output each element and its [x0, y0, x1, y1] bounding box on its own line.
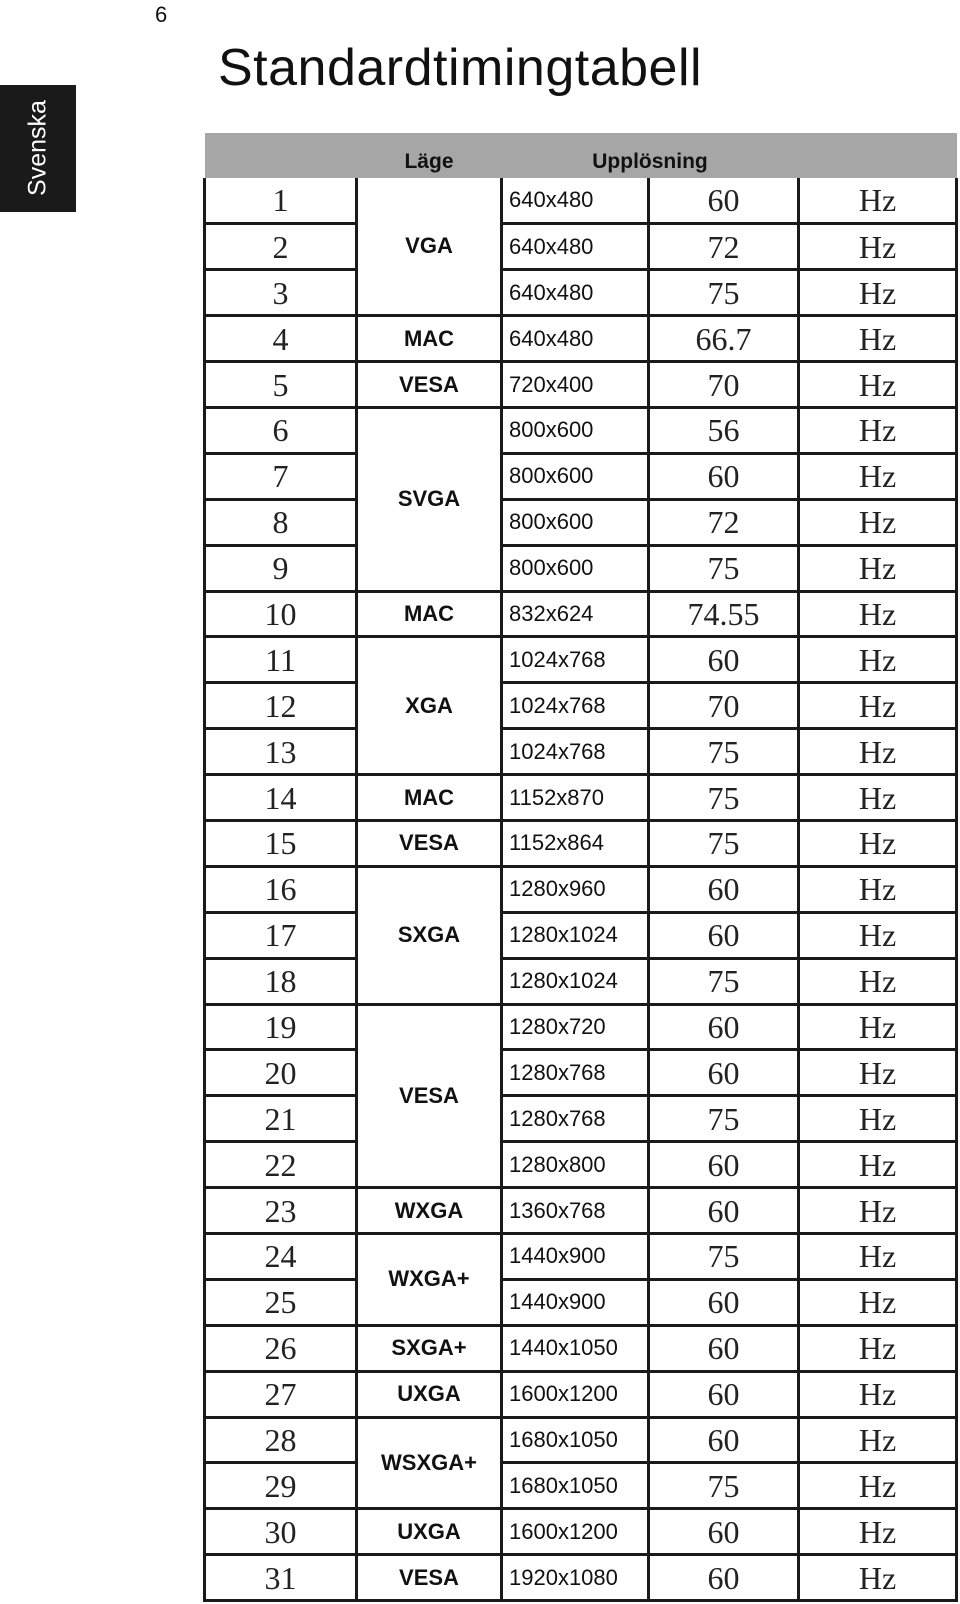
frequency-unit: Hz: [799, 1096, 957, 1142]
table-row: [205, 316, 957, 362]
row-number: 18: [205, 958, 357, 1004]
frequency-value: 60: [649, 912, 799, 958]
resolution-value: 1920x1080: [502, 1555, 649, 1601]
table-row: [205, 1050, 957, 1096]
row-number: 11: [205, 637, 357, 683]
table-row: [205, 1096, 957, 1142]
table-row: [205, 591, 957, 637]
row-number: 20: [205, 1050, 357, 1096]
frequency-value: 70: [649, 362, 799, 408]
mode-label: SXGA: [357, 866, 502, 1004]
timing-table-body: [205, 178, 957, 1601]
resolution-value: 832x624: [502, 591, 649, 637]
frequency-unit: Hz: [799, 1555, 957, 1601]
row-number: 3: [205, 270, 357, 316]
resolution-value: 1024x768: [502, 637, 649, 683]
row-number: 12: [205, 683, 357, 729]
resolution-value: 800x600: [502, 499, 649, 545]
frequency-value: 75: [649, 775, 799, 821]
row-number: 19: [205, 1004, 357, 1050]
frequency-unit: Hz: [799, 683, 957, 729]
header-unit: [799, 133, 957, 178]
table-row: [205, 866, 957, 912]
page-number: 6: [155, 2, 168, 27]
timing-table: [203, 133, 958, 1602]
resolution-value: 640x480: [502, 316, 649, 362]
frequency-value: 60: [649, 1188, 799, 1234]
resolution-value: 1280x1024: [502, 912, 649, 958]
resolution-value: 800x600: [502, 453, 649, 499]
frequency-unit: Hz: [799, 1050, 957, 1096]
table-row: [205, 683, 957, 729]
row-number: 6: [205, 407, 357, 453]
frequency-unit: Hz: [799, 1142, 957, 1188]
frequency-value: 60: [649, 1509, 799, 1555]
frequency-value: 72: [649, 224, 799, 270]
table-row: [205, 545, 957, 591]
frequency-value: 75: [649, 958, 799, 1004]
table-row: [205, 1188, 957, 1234]
mode-label: UXGA: [357, 1371, 502, 1417]
table-row: [205, 453, 957, 499]
frequency-unit: Hz: [799, 1233, 957, 1279]
resolution-value: 640x480: [502, 270, 649, 316]
resolution-value: 1280x768: [502, 1096, 649, 1142]
row-number: 7: [205, 453, 357, 499]
row-number: 1: [205, 178, 357, 224]
row-number: 2: [205, 224, 357, 270]
row-number: 16: [205, 866, 357, 912]
resolution-value: 1600x1200: [502, 1371, 649, 1417]
table-row: [205, 178, 957, 224]
table-row: [205, 1555, 957, 1601]
frequency-value: 75: [649, 545, 799, 591]
frequency-unit: Hz: [799, 1417, 957, 1463]
table-row: [205, 499, 957, 545]
frequency-value: 75: [649, 270, 799, 316]
resolution-value: 640x480: [502, 178, 649, 224]
frequency-value: 60: [649, 453, 799, 499]
table-row: [205, 224, 957, 270]
resolution-value: 1024x768: [502, 683, 649, 729]
mode-label: WSXGA+: [357, 1417, 502, 1509]
frequency-unit: Hz: [799, 545, 957, 591]
frequency-unit: Hz: [799, 1371, 957, 1417]
frequency-value: 60: [649, 1050, 799, 1096]
mode-label: XGA: [357, 637, 502, 775]
frequency-unit: Hz: [799, 407, 957, 453]
row-number: 22: [205, 1142, 357, 1188]
table-row: [205, 912, 957, 958]
frequency-unit: Hz: [799, 591, 957, 637]
mode-label: VESA: [357, 1555, 502, 1601]
resolution-value: 800x600: [502, 407, 649, 453]
frequency-value: 60: [649, 1555, 799, 1601]
row-number: 24: [205, 1233, 357, 1279]
frequency-unit: Hz: [799, 224, 957, 270]
row-number: 27: [205, 1371, 357, 1417]
frequency-unit: Hz: [799, 1188, 957, 1234]
row-number: 15: [205, 820, 357, 866]
frequency-value: 60: [649, 1279, 799, 1325]
resolution-value: 1440x900: [502, 1233, 649, 1279]
mode-label: VESA: [357, 820, 502, 866]
resolution-value: 1152x870: [502, 775, 649, 821]
row-number: 10: [205, 591, 357, 637]
mode-label: VESA: [357, 1004, 502, 1188]
frequency-unit: Hz: [799, 866, 957, 912]
resolution-value: 1440x1050: [502, 1325, 649, 1371]
frequency-unit: Hz: [799, 729, 957, 775]
mode-label: SVGA: [357, 407, 502, 591]
frequency-unit: Hz: [799, 316, 957, 362]
frequency-unit: Hz: [799, 270, 957, 316]
frequency-unit: Hz: [799, 637, 957, 683]
row-number: 17: [205, 912, 357, 958]
table-row: [205, 637, 957, 683]
frequency-unit: Hz: [799, 1325, 957, 1371]
row-number: 13: [205, 729, 357, 775]
frequency-value: 60: [649, 1325, 799, 1371]
header-number: [205, 133, 357, 178]
frequency-value: 75: [649, 1463, 799, 1509]
row-number: 25: [205, 1279, 357, 1325]
table-row: [205, 407, 957, 453]
table-row: [205, 1509, 957, 1555]
table-row: [205, 958, 957, 1004]
row-number: 31: [205, 1555, 357, 1601]
row-number: 9: [205, 545, 357, 591]
resolution-value: 1280x960: [502, 866, 649, 912]
table-row: [205, 1463, 957, 1509]
row-number: 23: [205, 1188, 357, 1234]
frequency-unit: Hz: [799, 1463, 957, 1509]
frequency-value: 56: [649, 407, 799, 453]
mode-label: MAC: [357, 316, 502, 362]
mode-label: VGA: [357, 178, 502, 316]
frequency-value: 72: [649, 499, 799, 545]
frequency-value: 60: [649, 866, 799, 912]
table-row: [205, 1004, 957, 1050]
resolution-value: 1280x800: [502, 1142, 649, 1188]
table-row: [205, 1142, 957, 1188]
resolution-value: 1280x768: [502, 1050, 649, 1096]
resolution-value: 800x600: [502, 545, 649, 591]
language-tab: [0, 85, 76, 212]
frequency-unit: Hz: [799, 775, 957, 821]
page-title: Standardtimingtabell: [218, 39, 703, 97]
frequency-value: 75: [649, 729, 799, 775]
mode-label: WXGA: [357, 1188, 502, 1234]
table-row: [205, 1417, 957, 1463]
frequency-unit: Hz: [799, 1279, 957, 1325]
resolution-value: 1680x1050: [502, 1463, 649, 1509]
resolution-value: 1280x1024: [502, 958, 649, 1004]
frequency-value: 66.7: [649, 316, 799, 362]
table-header-row: [205, 133, 957, 178]
frequency-value: 60: [649, 178, 799, 224]
frequency-unit: Hz: [799, 499, 957, 545]
frequency-value: 75: [649, 1233, 799, 1279]
frequency-unit: Hz: [799, 362, 957, 408]
table-row: [205, 1325, 957, 1371]
row-number: 14: [205, 775, 357, 821]
resolution-value: 720x400: [502, 362, 649, 408]
header-resolution: Upplösning: [502, 133, 799, 178]
row-number: 8: [205, 499, 357, 545]
frequency-unit: Hz: [799, 1509, 957, 1555]
frequency-value: 75: [649, 1096, 799, 1142]
table-row: [205, 1371, 957, 1417]
frequency-value: 60: [649, 1417, 799, 1463]
table-row: [205, 775, 957, 821]
resolution-value: 1360x768: [502, 1188, 649, 1234]
frequency-unit: Hz: [799, 453, 957, 499]
frequency-value: 75: [649, 820, 799, 866]
frequency-unit: Hz: [799, 820, 957, 866]
row-number: 21: [205, 1096, 357, 1142]
resolution-value: 640x480: [502, 224, 649, 270]
row-number: 28: [205, 1417, 357, 1463]
mode-label: MAC: [357, 775, 502, 821]
frequency-unit: Hz: [799, 912, 957, 958]
row-number: 29: [205, 1463, 357, 1509]
frequency-unit: Hz: [799, 178, 957, 224]
frequency-unit: Hz: [799, 1004, 957, 1050]
mode-label: VESA: [357, 362, 502, 408]
frequency-value: 70: [649, 683, 799, 729]
header-mode: Läge: [357, 133, 502, 178]
row-number: 26: [205, 1325, 357, 1371]
language-tab-label: Svenska: [23, 100, 52, 196]
frequency-value: 74.55: [649, 591, 799, 637]
resolution-value: 1152x864: [502, 820, 649, 866]
resolution-value: 1680x1050: [502, 1417, 649, 1463]
resolution-value: 1024x768: [502, 729, 649, 775]
frequency-value: 60: [649, 1371, 799, 1417]
row-number: 4: [205, 316, 357, 362]
table-row: [205, 820, 957, 866]
mode-label: WXGA+: [357, 1233, 502, 1325]
mode-label: MAC: [357, 591, 502, 637]
resolution-value: 1440x900: [502, 1279, 649, 1325]
table-row: [205, 729, 957, 775]
resolution-value: 1280x720: [502, 1004, 649, 1050]
resolution-value: 1600x1200: [502, 1509, 649, 1555]
frequency-unit: Hz: [799, 958, 957, 1004]
row-number: 5: [205, 362, 357, 408]
table-row: [205, 270, 957, 316]
frequency-value: 60: [649, 1004, 799, 1050]
table-row: [205, 362, 957, 408]
row-number: 30: [205, 1509, 357, 1555]
frequency-value: 60: [649, 1142, 799, 1188]
mode-label: SXGA+: [357, 1325, 502, 1371]
table-row: [205, 1233, 957, 1279]
mode-label: UXGA: [357, 1509, 502, 1555]
frequency-value: 60: [649, 637, 799, 683]
table-row: [205, 1279, 957, 1325]
